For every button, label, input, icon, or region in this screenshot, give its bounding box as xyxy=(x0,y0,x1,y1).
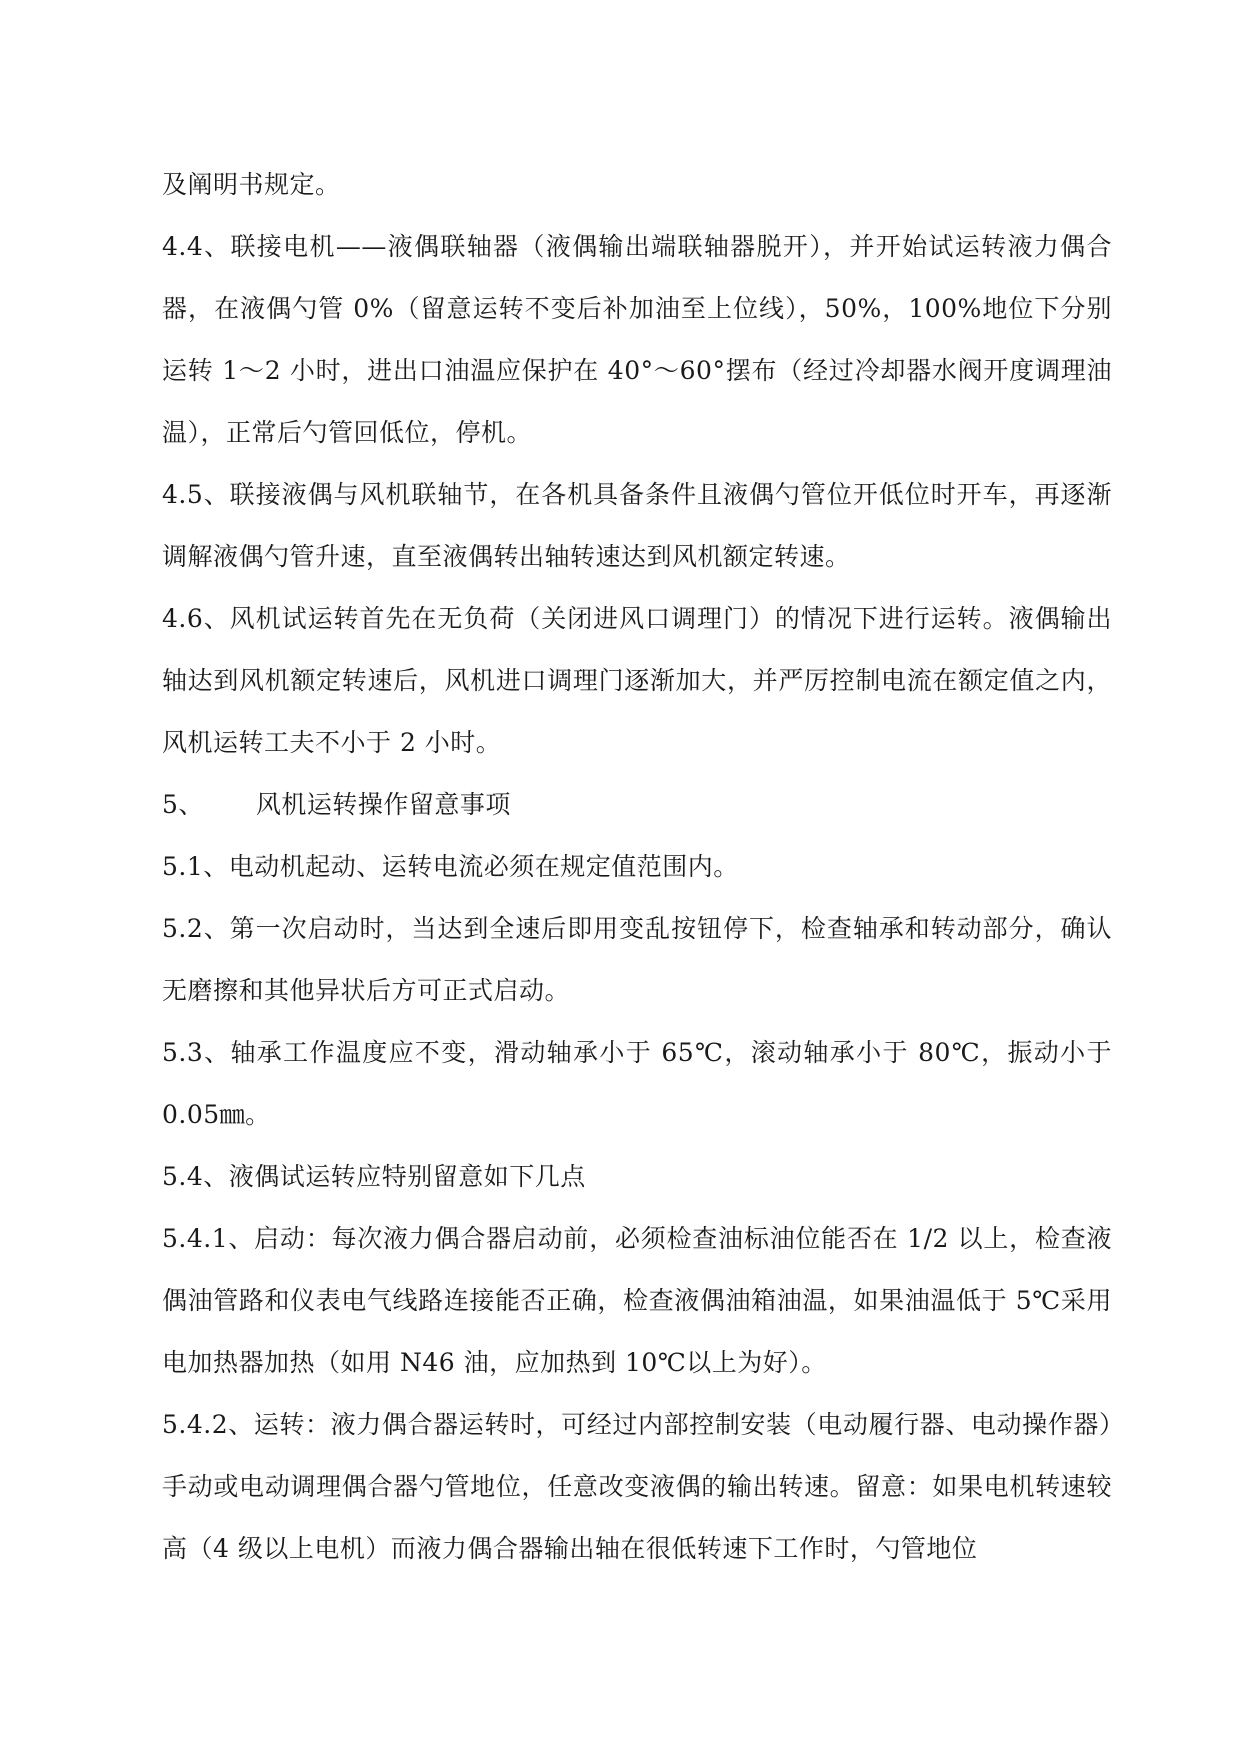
paragraph-4-4: 4.4、联接电机——液偶联轴器（液偶输出端联轴器脱开），并开始试运转液力偶合器，在液偶勺管 0%（留意运转不变后补加油至上位线），50%，100%地位下分别运转 1～2 小时，进出口油温应保护在 40°～60°摆布（经过冷却器水阀开度调理油温），正常后勺管回低位，停机。 xyxy=(162,232,1112,447)
paragraph-4-5: 4.5、联接液偶与风机联轴节，在各机具备条件且液偶勺管位开低位时开车，再逐渐调解液偶勺管升速，直至液偶转出轴转速达到风机额定转速。 xyxy=(162,480,1112,571)
paragraph-5-3: 5.3、轴承工作温度应不变，滑动轴承小于 65℃，滚动轴承小于 80℃，振动小于 0.05㎜。 xyxy=(162,1038,1112,1129)
paragraph-4-6: 4.6、风机试运转首先在无负荷（关闭进风口调理门）的情况下进行运转。液偶输出轴达到风机额定转速后，风机进口调理门逐渐加大，并严厉控制电流在额定值之内，风机运转工夫不小于 2 小时。 xyxy=(162,604,1112,757)
section-5-heading xyxy=(162,774,1112,836)
section-number: 5、 xyxy=(162,790,204,819)
paragraph-5-4-1: 5.4.1、启动：每次液力偶合器启动前，必须检查油标油位能否在 1/2 以上，检查液偶油管路和仪表电气线路连接能否正确，检查液偶油箱油温，如果油温低于 5℃采用电加热器加热（如用 N46 油，应加热到 10℃以上为好）。 xyxy=(162,1224,1112,1377)
section-title: 风机运转操作留意事项 xyxy=(255,790,511,819)
paragraph-5-4: 5.4、液偶试运转应特别留意如下几点 xyxy=(162,1162,586,1191)
paragraph-5-1: 5.1、电动机起动、运转电流必须在规定值范围内。 xyxy=(162,852,739,881)
paragraph-5-4-2: 5.4.2、运转：液力偶合器运转时，可经过内部控制安装（电动履行器、电动操作器）手动或电动调理偶合器勺管地位，任意改变液偶的输出转速。留意：如果电机转速较高（4 级以上电机）而液力偶合器输出轴在很低转速下工作时，勺管地位 xyxy=(162,1410,1112,1563)
document-body xyxy=(162,154,1112,1580)
paragraph-5-2: 5.2、第一次启动时，当达到全速后即用变乱按钮停下，检查轴承和转动部分，确认无磨擦和其他异状后方可正式启动。 xyxy=(162,914,1112,1005)
paragraph-continuation: 及阐明书规定。 xyxy=(162,170,341,199)
